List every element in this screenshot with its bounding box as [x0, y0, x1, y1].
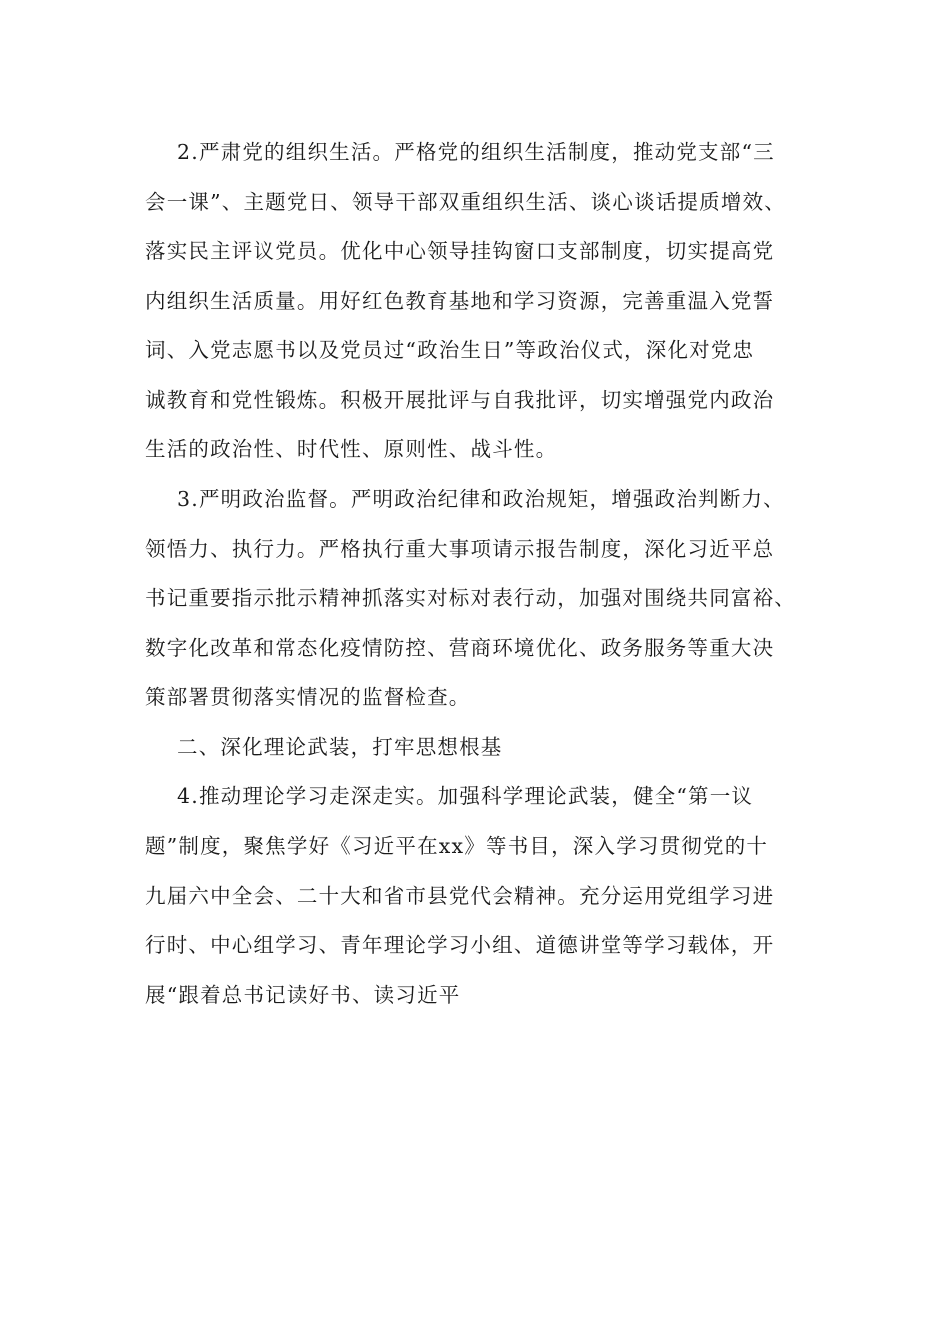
paragraph-3-line-1: 3.严明政治监督。严明政治纪律和政治规矩，增强政治判断力、	[177, 487, 785, 511]
paragraph-4-line-1: 4.推动理论学习走深走实。加强科学理论武装，健全“第一议	[177, 784, 754, 808]
paragraph-2-line-6: 诚教育和党性锻炼。积极开展批评与自我批评，切实增强党内政治	[145, 388, 775, 412]
paragraph-2-line-7: 生活的政治性、时代性、原则性、战斗性。	[145, 437, 558, 461]
paragraph-2-line-1: 2.严肃党的组织生活。严格党的组织生活制度，推动党支部“三	[177, 140, 775, 164]
paragraph-2-line-5: 词、入党志愿书以及党员过“政治生日”等政治仪式，深化对党忠	[145, 338, 755, 362]
paragraph-2-line-2: 会一课”、主题党日、领导干部双重组织生活、谈心谈话提质增效、	[145, 190, 786, 214]
paragraph-4-line-4: 行时、中心组学习、青年理论学习小组、道德讲堂等学习载体，开	[145, 933, 775, 957]
paragraph-4-line-2: 题”制度，聚焦学好《习近平在xx》等书目，深入学习贯彻党的十	[145, 834, 769, 858]
paragraph-3-line-3: 书记重要指示批示精神抓落实对标对表行动，加强对围绕共同富裕、	[145, 586, 796, 610]
paragraph-2-line-4: 内组织生活质量。用好红色教育基地和学习资源，完善重温入党誓	[145, 289, 775, 313]
section-heading: 二、深化理论武装，打牢思想根基	[177, 735, 503, 759]
paragraph-3-line-2: 领悟力、执行力。严格执行重大事项请示报告制度，深化习近平总	[145, 537, 775, 561]
paragraph-4-line-5: 展“跟着总书记读好书、读习近平	[145, 983, 461, 1007]
paragraph-2-line-3: 落实民主评议党员。优化中心领导挂钩窗口支部制度，切实提高党	[145, 239, 775, 263]
paragraph-4-line-3: 九届六中全会、二十大和省市县党代会精神。充分运用党组学习进	[145, 884, 775, 908]
paragraph-3-line-5: 策部署贯彻落实情况的监督检查。	[145, 685, 471, 709]
paragraph-3-line-4: 数字化改革和常态化疫情防控、营商环境优化、政务服务等重大决	[145, 636, 775, 660]
